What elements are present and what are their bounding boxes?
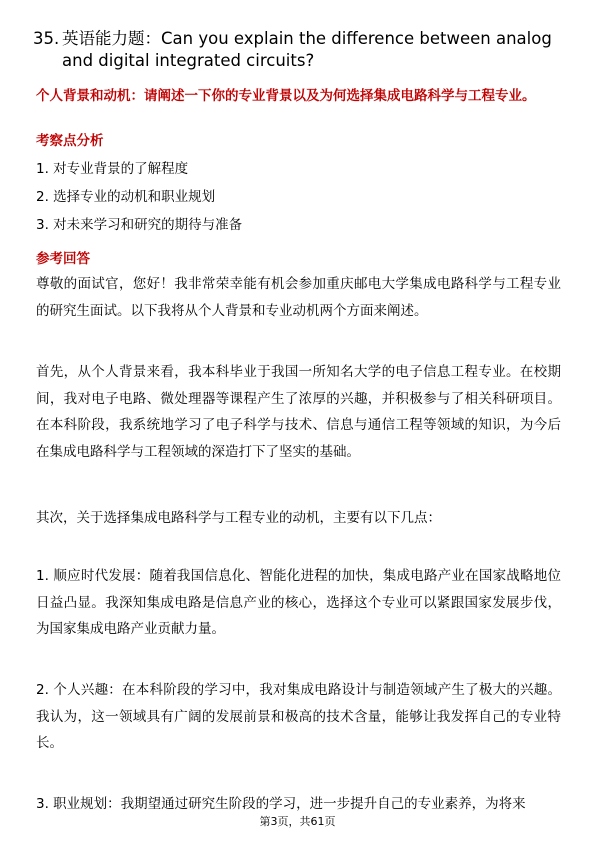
answer-paragraph: 1. 顺应时代发展：随着我国信息化、智能化进程的加快，集成电路产业在国家战略地位日益凸显。我深知集成电路是信息产业的核心，选择这个专业可以紧跟国家发展步伐，为国家集成电路产业贡献力量。 bbox=[36, 568, 561, 637]
answer-heading: 参考回答 bbox=[36, 251, 90, 267]
question-number: 35. bbox=[33, 29, 60, 48]
analysis-item: 1. 对专业背景的了解程度 bbox=[36, 161, 189, 177]
answer-paragraph: 其次，关于选择集成电路科学与工程专业的动机，主要有以下几点： bbox=[36, 510, 441, 526]
analysis-item: 2. 选择专业的动机和职业规划 bbox=[36, 189, 216, 205]
analysis-item: 3. 对未来学习和研究的期待与准备 bbox=[36, 217, 243, 233]
answer-paragraph: 尊敬的面试官，您好！我非常荣幸能有机会参加重庆邮电大学集成电路科学与工程专业的研究生面试。以下我将从个人背景和专业动机两个方面来阐述。 bbox=[36, 276, 561, 319]
answer-paragraph: 首先，从个人背景来看，我本科毕业于我国一所知名大学的电子信息工程专业。在校期间，我对电子电路、微处理器等课程产生了浓厚的兴趣，并积极参与了相关科研项目。在本科阶段，我系统地学习了电子科学与技术、信息与通信工程等领域的知识，为今后在集成电路科学与工程领域的深造打下了坚实的基础。 bbox=[36, 364, 561, 460]
question-text: 英语能力题：Can you explain the difference between analog and digital integrated circuits? bbox=[62, 29, 552, 70]
analysis-heading: 考察点分析 bbox=[36, 133, 104, 149]
page-footer: 第3页，共61页 bbox=[259, 815, 336, 828]
section-heading: 个人背景和动机：请阐述一下你的专业背景以及为何选择集成电路科学与工程专业。 bbox=[36, 88, 536, 104]
answer-paragraph: 2. 个人兴趣：在本科阶段的学习中，我对集成电路设计与制造领域产生了极大的兴趣。我认为，这一领域具有广阔的发展前景和极高的技术含量，能够让我发挥自己的专业特长。 bbox=[36, 682, 561, 751]
question-title bbox=[33, 28, 563, 72]
answer-paragraph: 3. 职业规划：我期望通过研究生阶段的学习，进一步提升自己的专业素养，为将来 bbox=[36, 796, 526, 812]
